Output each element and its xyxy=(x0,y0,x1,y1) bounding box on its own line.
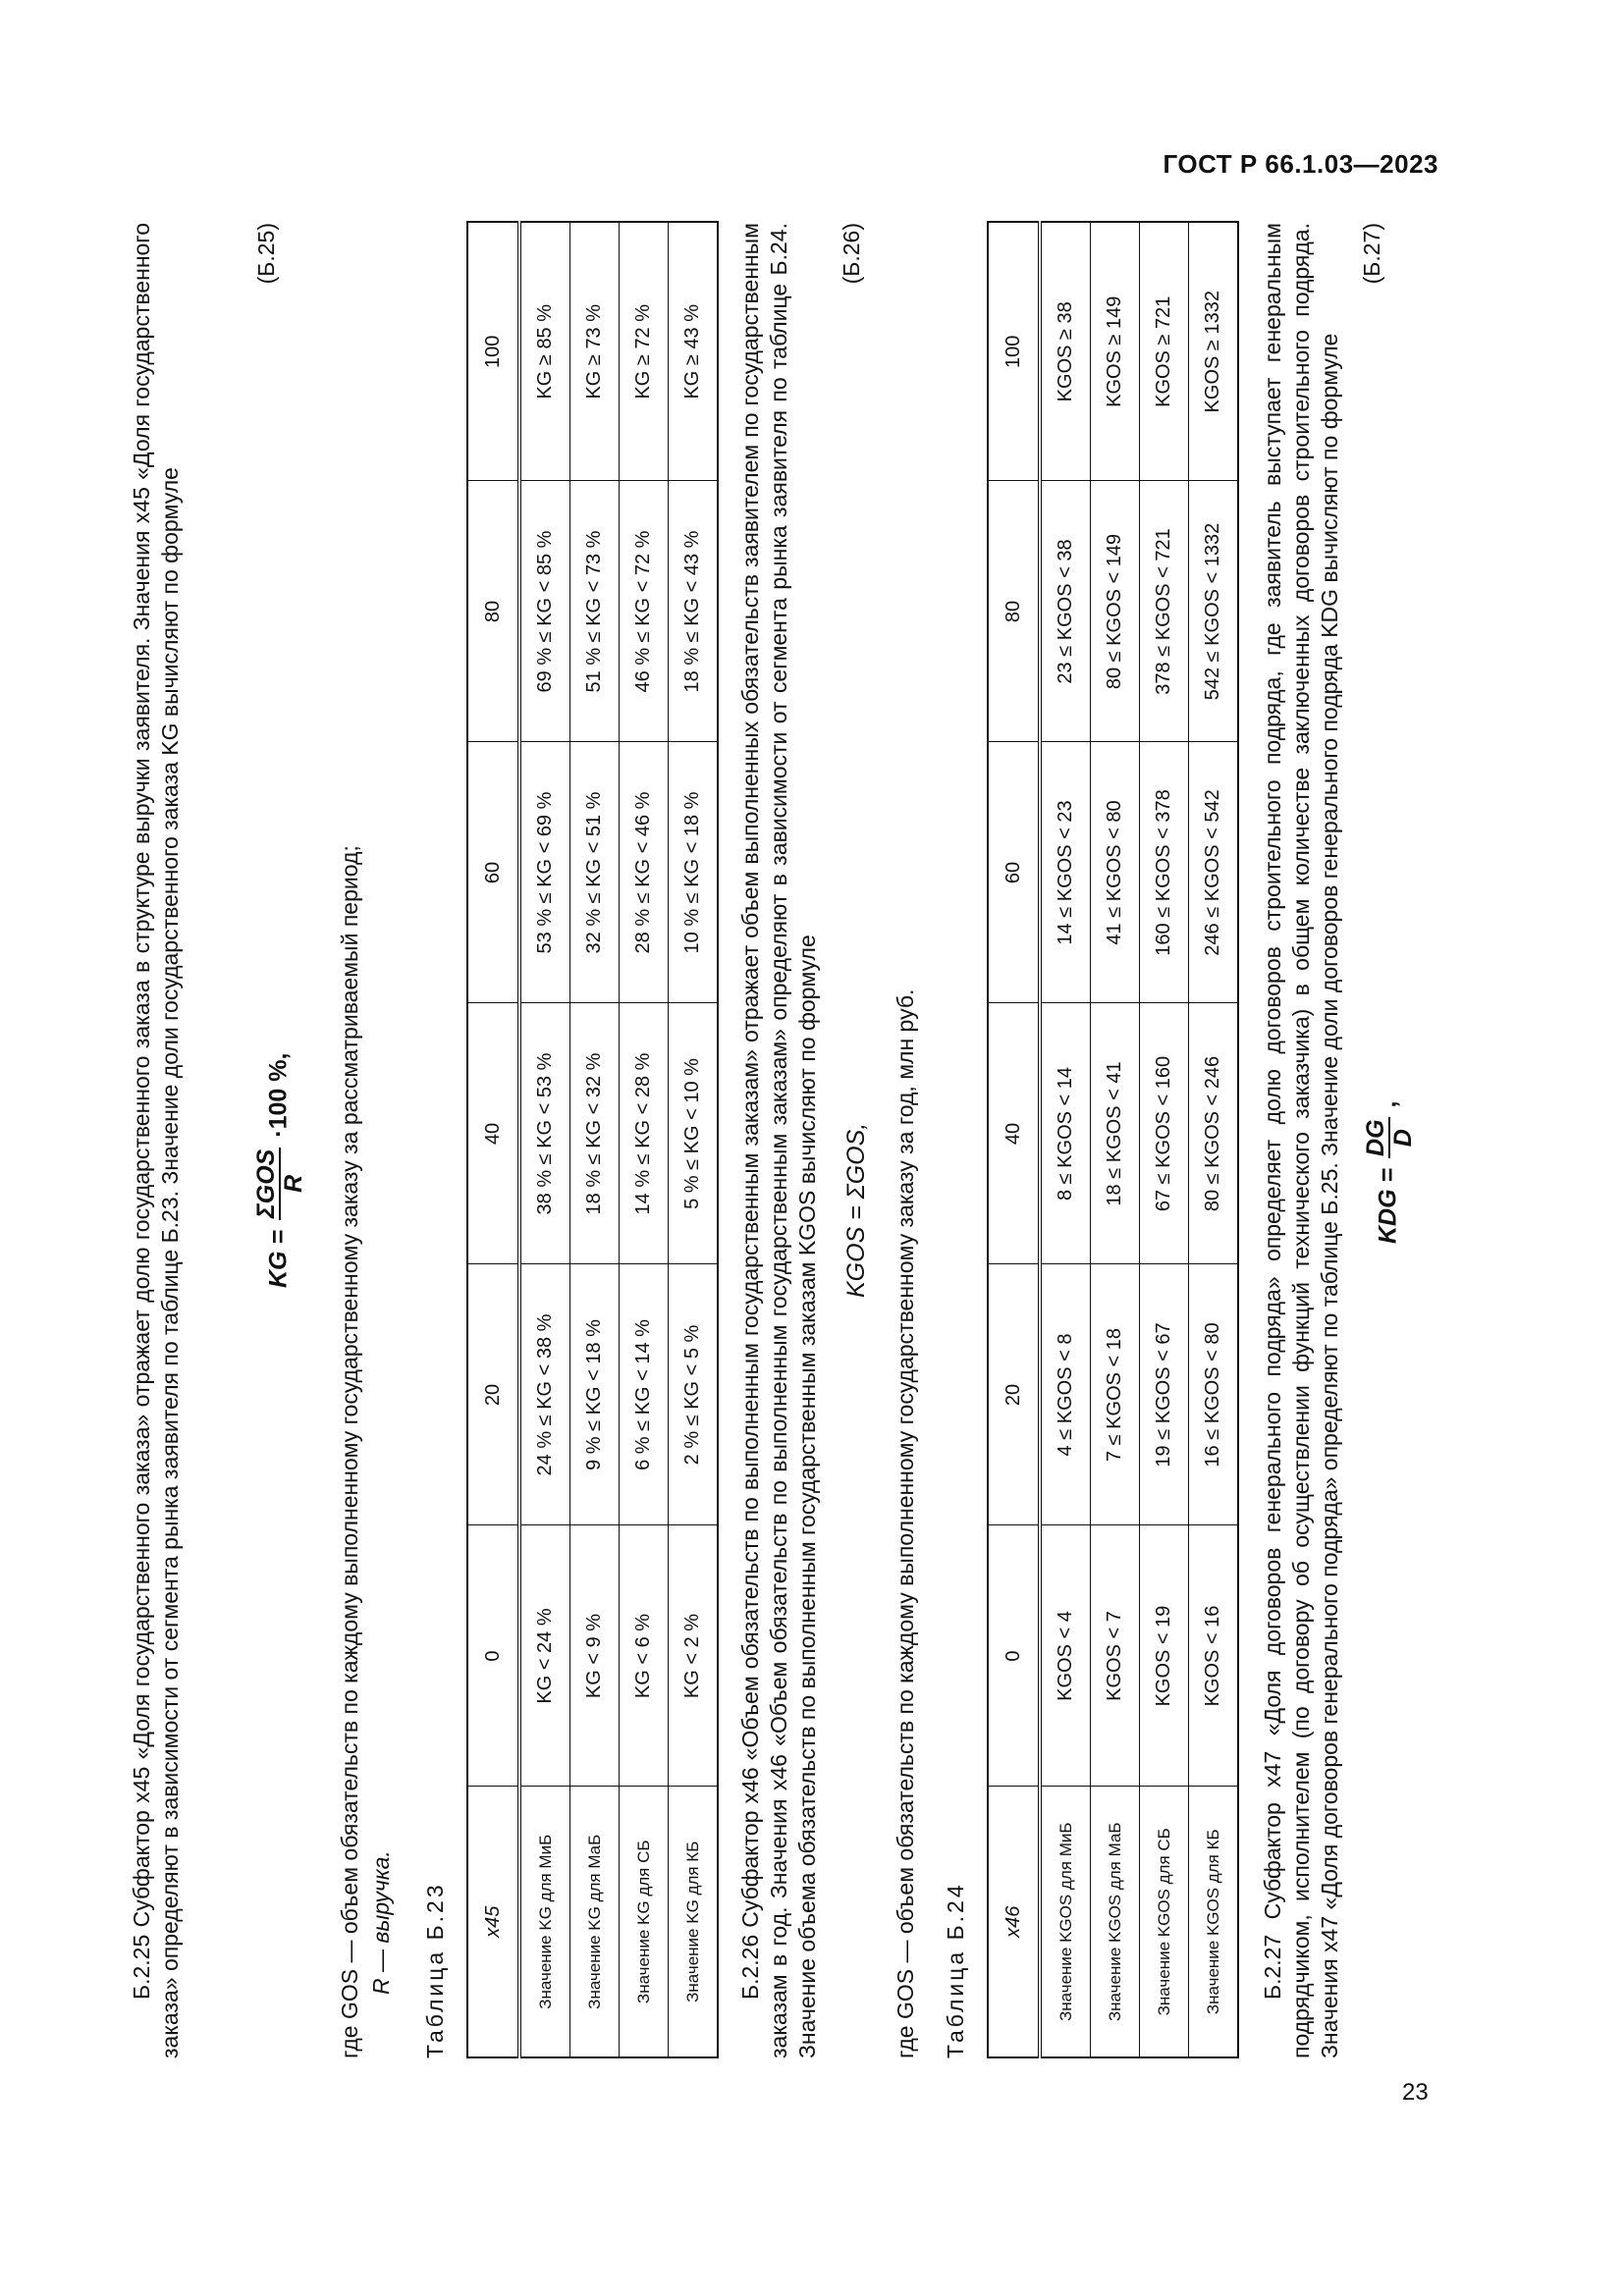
table-cell: KG < 6 % xyxy=(620,1525,669,1787)
table-cell: 32 % ≤ KG < 51 % xyxy=(570,742,620,1003)
table-b24-header-80: 80 xyxy=(988,481,1040,742)
table-cell: KG ≥ 85 % xyxy=(519,222,570,481)
table-b23-header-20: 20 xyxy=(467,1264,519,1525)
table-cell: 14 ≤ KGOS < 23 xyxy=(1040,742,1091,1003)
table-b24-caption: Таблица Б.24 xyxy=(943,1882,968,2058)
table-b23-header-60: 60 xyxy=(467,742,519,1003)
table-cell: KGOS < 19 xyxy=(1140,1525,1189,1787)
table-cell: 160 ≤ KGOS < 378 xyxy=(1140,742,1189,1003)
table-row xyxy=(620,222,669,2057)
table-cell: 6 % ≤ KG < 14 % xyxy=(620,1264,669,1525)
table-cell: 38 % ≤ KG < 53 % xyxy=(519,1003,570,1264)
table-cell: 5 % ≤ KG < 10 % xyxy=(669,1003,719,1264)
formula-kdg-tail: , xyxy=(1374,1100,1402,1108)
table-cell: 7 ≤ KGOS < 18 xyxy=(1091,1264,1140,1525)
table-cell: 2 % ≤ KG < 5 % xyxy=(669,1264,719,1525)
table-cell: 19 ≤ KGOS < 67 xyxy=(1140,1264,1189,1525)
table-b23-row-label: Значение KG для СБ xyxy=(620,1787,669,2057)
equation-number-b25: (Б.25) xyxy=(253,223,279,285)
table-cell: KGOS ≥ 1332 xyxy=(1189,222,1239,481)
formula-kgos: KGOS = ΣGOS, xyxy=(842,1122,870,1298)
table-cell: 18 ≤ KGOS < 41 xyxy=(1091,1003,1140,1264)
table-cell: 9 % ≤ KG < 18 % xyxy=(570,1264,620,1525)
where-r-b225: R — выручка. xyxy=(368,1850,394,1995)
formula-kdg xyxy=(1363,1101,1416,1244)
table-cell: KG ≥ 43 % xyxy=(669,222,719,481)
table-cell: KG < 24 % xyxy=(519,1525,570,1787)
table-b24-header-40: 40 xyxy=(988,1003,1040,1264)
table-cell: 8 ≤ KGOS < 14 xyxy=(1040,1003,1091,1264)
table-cell: 378 ≤ KGOS < 721 xyxy=(1140,481,1189,742)
table-b24-row-label: Значение KGOS для СБ xyxy=(1140,1787,1189,2057)
formula-kdg-lhs: KDG = xyxy=(1374,1167,1402,1244)
table-row xyxy=(570,222,620,2057)
table-b23-header-0: 0 xyxy=(467,1525,519,1787)
formula-kg-lhs: KG = xyxy=(264,1229,293,1288)
table-b24 xyxy=(987,221,1239,2058)
equation-number-b27: (Б.27) xyxy=(1359,223,1384,285)
paragraph-b226: Б.2.26 Субфактор x46 «Объем обязательств по выполненным государственным заказам» отражает объем выполненных обязательств заявителем по государственным заказам в год. Значения x46 «Объем обязательств по выполненным государственным заказам» определяют в зависимости от сегмента рынка заявителя по таблице Б.24. Значение объема обязательств по выполненным государственным заказам KGOS вычисляют по формуле xyxy=(737,223,820,2058)
table-cell: KG ≥ 73 % xyxy=(570,222,620,481)
rotated-content xyxy=(128,223,1424,2058)
table-cell: KG ≥ 72 % xyxy=(620,222,669,481)
table-row xyxy=(669,222,719,2057)
formula-kdg-denominator: D xyxy=(1389,1129,1417,1148)
table-b23-row-label: Значение KG для МаБ xyxy=(570,1787,620,2057)
table-b24-header-20: 20 xyxy=(988,1264,1040,1525)
formula-kg-tail: ·100 %, xyxy=(264,1052,293,1138)
page-number: 23 xyxy=(1402,2079,1429,2106)
table-cell: KGOS ≥ 721 xyxy=(1140,222,1189,481)
table-cell: 10 % ≤ KG < 18 % xyxy=(669,742,719,1003)
table-cell: 542 ≤ KGOS < 1332 xyxy=(1189,481,1239,742)
table-b23 xyxy=(466,221,719,2058)
table-row xyxy=(1189,222,1239,2057)
table-b23-header-80: 80 xyxy=(467,481,519,742)
table-b23-caption: Таблица Б.23 xyxy=(422,1882,448,2058)
standard-header: ГОСТ Р 66.1.03—2023 xyxy=(1163,149,1438,179)
table-b24-header-100: 100 xyxy=(988,222,1040,481)
formula-kg-numerator: ΣGOS xyxy=(252,1148,280,1218)
table-b24-header-0: 0 xyxy=(988,1525,1040,1787)
paragraph-b227: Б.2.27 Субфактор x47 «Доля договоров генерального подряда» определяет долю договоров строительного подряда, где заявитель выступает генеральным подрядчиком, исполнителем (по договору об осуществлении функций технического заказчика) в общем количестве заключенных договоров строительного подряда. Значения x47 «Доля договоров генерального подряда» определяют по таблице Б.25. Значение доли договоров генерального подряда KDG вычисляют по формуле xyxy=(1260,223,1342,2058)
table-cell: 80 ≤ KGOS < 149 xyxy=(1091,481,1140,742)
formula-kg xyxy=(253,1053,306,1288)
table-cell: 51 % ≤ KG < 73 % xyxy=(570,481,620,742)
table-b24-header-60: 60 xyxy=(988,742,1040,1003)
table-cell: 14 % ≤ KG < 28 % xyxy=(620,1003,669,1264)
table-cell: 16 ≤ KGOS < 80 xyxy=(1189,1264,1239,1525)
table-b24-row-label: Значение KGOS для МаБ xyxy=(1091,1787,1140,2057)
table-cell: 246 ≤ KGOS < 542 xyxy=(1189,742,1239,1003)
table-cell: KGOS < 7 xyxy=(1091,1525,1140,1787)
table-b24-row-label: Значение KGOS для МиБ xyxy=(1040,1787,1091,2057)
table-b23-header-row xyxy=(467,222,519,2057)
table-cell: KGOS < 4 xyxy=(1040,1525,1091,1787)
formula-kg-denominator: R xyxy=(280,1174,307,1193)
table-cell: 18 % ≤ KG < 43 % xyxy=(669,481,719,742)
table-cell: 18 % ≤ KG < 32 % xyxy=(570,1003,620,1264)
where-gos-b225: где GOS — объем обязательств по каждому выполненному государственному заказу за рассматриваемый период; xyxy=(337,845,362,2058)
table-b23-row-label: Значение KG для КБ xyxy=(669,1787,719,2057)
table-cell: KG < 9 % xyxy=(570,1525,620,1787)
table-cell: 80 ≤ KGOS < 246 xyxy=(1189,1003,1239,1264)
table-cell: KG < 2 % xyxy=(669,1525,719,1787)
table-b24-header-row xyxy=(988,222,1040,2057)
table-cell: 67 ≤ KGOS < 160 xyxy=(1140,1003,1189,1264)
table-row xyxy=(1140,222,1189,2057)
paragraph-b225: Б.2.25 Субфактор x45 «Доля государственного заказа» отражает долю государственного заказа в структуре выручки заявителя. Значения x45 «Доля государственного заказа» определяют в зависимости от сегмента рынка заявителя по таблице Б.23. Значение доли государственного заказа KG вычисляют по формуле xyxy=(129,223,183,2058)
table-cell: 69 % ≤ KG < 85 % xyxy=(519,481,570,742)
table-cell: KGOS ≥ 38 xyxy=(1040,222,1091,481)
table-b23-header-40: 40 xyxy=(467,1003,519,1264)
table-cell: 4 ≤ KGOS < 8 xyxy=(1040,1264,1091,1525)
formula-kdg-numerator: DG xyxy=(1362,1119,1389,1156)
formula-kg-fraction xyxy=(253,1148,306,1220)
table-cell: 23 ≤ KGOS < 38 xyxy=(1040,481,1091,742)
table-cell: 24 % ≤ KG < 38 % xyxy=(519,1264,570,1525)
table-cell: KGOS < 16 xyxy=(1189,1525,1239,1787)
table-cell: 46 % ≤ KG < 72 % xyxy=(620,481,669,742)
table-b23-header-100: 100 xyxy=(467,222,519,481)
table-row xyxy=(519,222,570,2057)
table-cell: 53 % ≤ KG < 69 % xyxy=(519,742,570,1003)
formula-kdg-fraction xyxy=(1363,1117,1416,1158)
where-gos-b226: где GOS — объем обязательств по каждому выполненному государственному заказу за год, млн руб. xyxy=(893,988,918,2058)
table-b24-header-x46: x46 xyxy=(988,1787,1040,2057)
table-row xyxy=(1091,222,1140,2057)
table-cell: 28 % ≤ KG < 46 % xyxy=(620,742,669,1003)
table-b23-row-label: Значение KG для МиБ xyxy=(519,1787,570,2057)
table-row xyxy=(1040,222,1091,2057)
equation-number-b26: (Б.26) xyxy=(839,223,864,285)
table-cell: KGOS ≥ 149 xyxy=(1091,222,1140,481)
table-cell: 41 ≤ KGOS < 80 xyxy=(1091,742,1140,1003)
table-b23-header-x45: x45 xyxy=(467,1787,519,2057)
table-b24-row-label: Значение KGOS для КБ xyxy=(1189,1787,1239,2057)
